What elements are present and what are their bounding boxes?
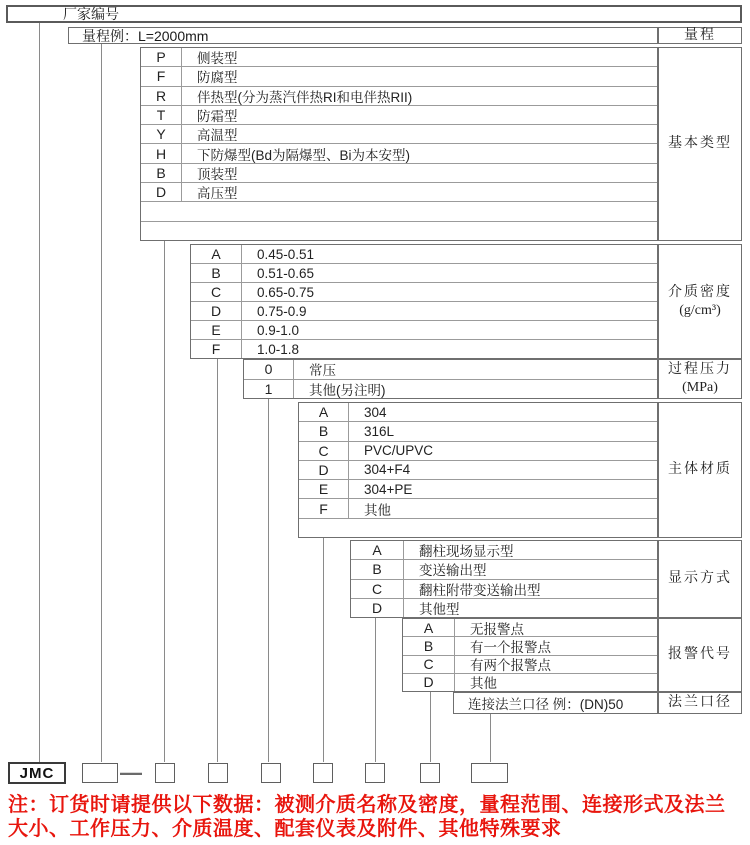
table-row	[141, 222, 657, 240]
connector-process-pressure	[268, 399, 269, 762]
code-cell: C	[403, 656, 455, 673]
value-cell: 高压型	[197, 186, 238, 202]
code-cell: C	[191, 283, 242, 301]
value-cell	[181, 202, 657, 220]
value-cell: 其他型	[419, 601, 460, 617]
code-box-medium-density	[208, 763, 228, 783]
table-row	[244, 360, 657, 380]
value-cell: 316L	[364, 423, 395, 439]
side-label-alarm-code: 报警代号	[658, 618, 742, 692]
basic-type-table	[140, 47, 658, 241]
ordering-note-line2: 大小、工作压力、介质温度、配套仪表及附件、其他特殊要求	[8, 818, 562, 840]
value-cell: 0.51-0.65	[257, 265, 315, 281]
flange-size-text: 连接法兰口径 例：(DN)50	[468, 697, 624, 712]
factory-number-label: 厂家编号	[63, 6, 119, 22]
code-box-flange-size	[471, 763, 508, 783]
code-cell: D	[351, 599, 404, 617]
code-cell: E	[299, 480, 349, 498]
value-cell: 1.0-1.8	[257, 341, 300, 357]
connector-display-mode	[375, 618, 376, 762]
code-box-display-mode	[365, 763, 385, 783]
code-cell: H	[141, 144, 182, 162]
code-box-basic-type	[155, 763, 175, 783]
table-row	[299, 519, 657, 537]
table-row	[351, 580, 657, 599]
medium-density-table	[190, 244, 658, 359]
table-row	[191, 264, 657, 283]
connector-alarm-code	[430, 692, 431, 762]
code-box-alarm-code	[420, 763, 440, 783]
code-cell: 0	[244, 360, 294, 379]
table-row	[191, 245, 657, 264]
connector-factory-number	[39, 23, 40, 762]
code-cell: B	[299, 422, 349, 440]
table-row	[299, 480, 657, 499]
value-cell: 304	[364, 404, 387, 420]
side-label-basic-type: 基本类型	[658, 47, 742, 241]
code-cell: F	[299, 499, 349, 517]
table-row	[299, 461, 657, 480]
code-cell: 1	[244, 380, 294, 399]
table-row	[191, 340, 657, 358]
value-cell: 翻柱附带变送输出型	[419, 582, 541, 598]
code-cell: B	[403, 637, 455, 654]
table-row	[141, 87, 657, 106]
table-row	[351, 560, 657, 579]
side-label-range: 量程	[658, 27, 742, 44]
value-cell: 有两个报警点	[470, 658, 551, 673]
table-row	[351, 599, 657, 617]
table-row	[403, 637, 657, 655]
code-cell	[141, 222, 181, 240]
flange-size-row	[453, 692, 658, 714]
code-cell: A	[403, 619, 455, 636]
value-cell: 伴热型(分为蒸汽伴热RI和电伴热RII)	[197, 89, 413, 105]
side-label-flange-size: 法兰口径	[658, 692, 742, 714]
value-cell: PVC/UPVC	[364, 443, 434, 459]
value-cell: 有一个报警点	[470, 639, 551, 655]
code-cell: D	[141, 183, 182, 201]
range-example-box	[68, 27, 658, 44]
value-cell: 翻柱现场显示型	[419, 544, 514, 560]
value-cell: 顶装型	[197, 166, 238, 182]
ordering-note	[8, 793, 750, 841]
code-cell: A	[299, 403, 349, 421]
code-cell: A	[351, 541, 404, 559]
connector-medium-density	[217, 359, 218, 762]
value-cell: 其他	[470, 676, 497, 691]
table-row	[299, 403, 657, 422]
process-pressure-table	[243, 359, 658, 399]
code-cell: B	[191, 264, 242, 282]
code-cell: E	[191, 321, 242, 339]
table-row	[141, 125, 657, 144]
table-row	[299, 422, 657, 441]
code-cell: D	[191, 302, 242, 320]
factory-number-box	[6, 5, 742, 23]
value-cell: 防腐型	[197, 70, 238, 86]
code-cell: A	[191, 245, 242, 263]
value-cell: 常压	[309, 363, 336, 379]
table-row	[141, 106, 657, 125]
code-cell	[299, 519, 348, 537]
table-row	[454, 693, 657, 713]
value-cell: 下防爆型(Bd为隔爆型、Bi为本安型)	[197, 147, 411, 163]
connector-body-material	[323, 538, 324, 762]
connector-range	[101, 44, 102, 762]
connector-basic-type	[164, 241, 165, 762]
value-cell: 高温型	[197, 128, 238, 144]
side-label-display-mode: 显示方式	[658, 540, 742, 618]
code-cell: D	[403, 674, 455, 691]
code-cell: C	[299, 442, 349, 460]
value-cell: 304+F4	[364, 462, 411, 478]
value-cell: 304+PE	[364, 481, 413, 497]
value-cell: 侧装型	[197, 51, 238, 67]
value-cell: 其他(另注明)	[309, 382, 386, 398]
table-row	[403, 674, 657, 691]
code-cell: P	[141, 48, 182, 66]
table-row	[191, 283, 657, 302]
value-cell	[181, 222, 657, 240]
side-label-process-pressure: 过程压力 (MPa)	[658, 359, 742, 399]
code-cell: D	[299, 461, 349, 479]
code-box-body-material	[313, 763, 333, 783]
code-cell: B	[141, 164, 182, 182]
table-row	[403, 619, 657, 637]
model-separator: —	[120, 760, 142, 785]
code-cell: C	[351, 580, 404, 598]
table-row	[299, 442, 657, 461]
code-cell: F	[191, 340, 242, 358]
code-box-process-pressure	[261, 763, 281, 783]
code-box-range	[82, 763, 118, 783]
table-row	[299, 499, 657, 518]
code-cell: Y	[141, 125, 182, 143]
display-mode-table	[350, 540, 658, 618]
code-cell: F	[141, 67, 182, 85]
table-row	[141, 67, 657, 86]
table-row	[244, 380, 657, 399]
connector-flange-size	[490, 714, 491, 762]
code-cell	[141, 202, 181, 220]
side-label-medium-density: 介质密度 (g/cm³)	[658, 244, 742, 359]
value-cell: 变送输出型	[419, 563, 487, 579]
value-cell: 防霜型	[197, 109, 238, 125]
body-material-table	[298, 402, 658, 538]
table-row	[141, 144, 657, 163]
value-cell: 无报警点	[470, 621, 524, 637]
table-row	[141, 164, 657, 183]
table-row	[141, 48, 657, 67]
table-row	[351, 541, 657, 560]
table-row	[191, 302, 657, 321]
table-row	[141, 202, 657, 221]
value-cell: 0.75-0.9	[257, 303, 307, 319]
table-row	[403, 656, 657, 674]
model-prefix-box: JMC	[8, 762, 66, 784]
side-label-body-material: 主体材质	[658, 402, 742, 538]
table-row	[191, 321, 657, 340]
value-cell: 0.65-0.75	[257, 284, 315, 300]
code-cell: B	[351, 560, 404, 578]
value-cell	[348, 519, 657, 537]
alarm-code-table	[402, 618, 658, 692]
code-cell: R	[141, 87, 182, 105]
value-cell: 0.45-0.51	[257, 246, 315, 262]
ordering-note-line1: 注：订货时请提供以下数据：被测介质名称及密度，量程范围、连接形式及法兰	[8, 794, 726, 816]
value-cell: 其他	[364, 502, 391, 518]
value-cell: 0.9-1.0	[257, 322, 300, 338]
table-row	[141, 183, 657, 202]
code-cell: T	[141, 106, 182, 124]
range-example-text: 量程例：L=2000mm	[82, 27, 209, 44]
